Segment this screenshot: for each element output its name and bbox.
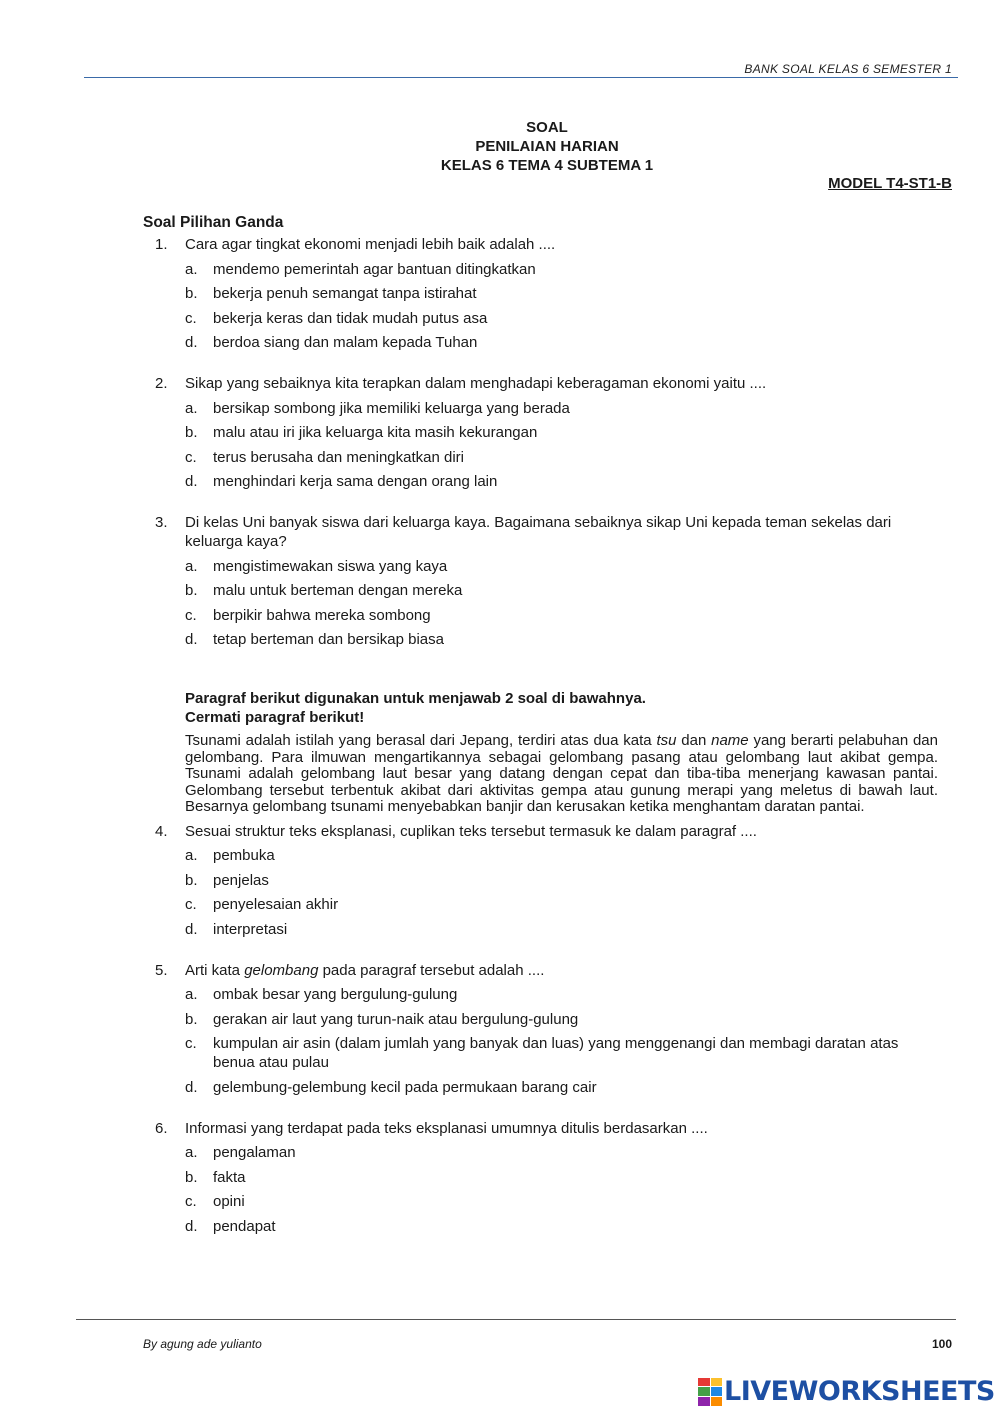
option-text: menghindari kerja sama dengan orang lain: [213, 473, 498, 490]
footer-divider: [76, 1319, 956, 1320]
section-title: Soal Pilihan Ganda: [143, 214, 284, 231]
question-text: Cara agar tingkat ekonomi menjadi lebih baik adalah ....: [185, 236, 556, 253]
option-text: penyelesaian akhir: [213, 896, 339, 913]
document-title: [0, 118, 1000, 175]
option-letter: b.: [185, 1168, 198, 1186]
passage-segment: yang berarti pelabuhan dan gelombang. Para ilmuwan mengartikannya sebagai gelombang pasang atau gelombang laut akibat gempa. Tsunami adalah gelombang laut besar yang datang dengan cepat dan tiba-tiba menerjang kawasan pantai. Gelombang tersebut terbentuk akibat dari aktivitas gempa atau gunung merapi yang meletus di bawah laut. Besarnya gelombang tsunami menyebabkan banjir dan kerusakan ketika menghantam daratan pantai.: [185, 732, 938, 815]
option-letter: a.: [185, 557, 198, 575]
question-list: [143, 213, 938, 1258]
option-letter: a.: [185, 986, 198, 1003]
question-segment: Arti kata: [185, 961, 245, 979]
option-letter: b.: [185, 424, 198, 441]
option-text: malu atau iri jika keluarga kita masih kekurangan: [213, 424, 538, 441]
reading-passage: [143, 689, 938, 816]
option-d[interactable]: [185, 630, 938, 649]
question-italic-word: gelombang: [244, 961, 319, 979]
passage-text: [185, 733, 938, 816]
option-text: mendemo pemerintah agar bantuan ditingkatkan: [213, 260, 536, 278]
option-a[interactable]: [185, 985, 938, 1004]
passage-segment: Tsunami adalah istilah yang berasal dari Jepang, terdiri atas dua kata: [185, 732, 657, 749]
question-number: 2.: [155, 375, 168, 392]
question-1: [143, 235, 938, 352]
question-3: [143, 513, 938, 649]
question-number: 1.: [155, 236, 168, 253]
option-b[interactable]: [185, 1010, 938, 1029]
option-letter: d.: [185, 473, 198, 490]
option-c[interactable]: [185, 309, 938, 328]
option-d[interactable]: [185, 920, 938, 939]
option-text: opini: [213, 1193, 245, 1210]
option-b[interactable]: [185, 1168, 938, 1187]
passage-instruction-1: Paragraf berikut digunakan untuk menjawab 2 soal di bawahnya.: [185, 690, 646, 707]
option-text: pembuka: [213, 847, 275, 864]
option-letter: b.: [185, 582, 198, 599]
liveworksheets-grid-icon: [698, 1378, 722, 1406]
header-divider: [84, 77, 958, 78]
option-letter: d.: [185, 1078, 198, 1096]
option-letter: d.: [185, 631, 198, 648]
option-text: berpikir bahwa mereka sombong: [213, 606, 431, 624]
footer-author: By agung ade yulianto: [143, 1337, 262, 1351]
option-text: berdoa siang dan malam kepada Tuhan: [213, 334, 478, 351]
option-d[interactable]: [185, 1217, 938, 1236]
running-header: BANK SOAL KELAS 6 SEMESTER 1: [744, 62, 952, 76]
option-text: bekerja penuh semangat tanpa istirahat: [213, 285, 477, 302]
option-a[interactable]: [185, 846, 938, 865]
option-text: malu untuk berteman dengan mereka: [213, 582, 463, 599]
title-line-3: KELAS 6 TEMA 4 SUBTEMA 1: [440, 157, 654, 174]
option-text: kumpulan air asin (dalam jumlah yang banyak dan luas) yang menggenangi dan membagi daratan atas benua atau pulau: [213, 1035, 899, 1071]
passage-italic-word: name: [711, 732, 749, 749]
option-b[interactable]: [185, 423, 938, 442]
option-b[interactable]: [185, 871, 938, 890]
page-number: 100: [931, 1337, 952, 1351]
question-text: [185, 961, 938, 980]
option-text: ombak besar yang bergulung-gulung: [213, 986, 458, 1003]
option-a[interactable]: [185, 557, 938, 576]
passage-italic-word: tsu: [656, 732, 677, 749]
option-letter: a.: [185, 260, 198, 278]
option-letter: d.: [185, 1217, 198, 1235]
option-letter: c.: [185, 448, 197, 466]
question-text: Sikap yang sebaiknya kita terapkan dalam menghadapi keberagaman ekonomi yaitu ....: [185, 375, 767, 392]
option-text: gerakan air laut yang turun-naik atau bergulung-gulung: [213, 1010, 579, 1028]
option-text: pengalaman: [213, 1144, 296, 1161]
option-a[interactable]: [185, 260, 938, 279]
option-c[interactable]: [185, 1192, 938, 1211]
option-text: interpretasi: [213, 920, 288, 938]
option-text: pendapat: [213, 1217, 276, 1235]
option-b[interactable]: [185, 581, 938, 600]
question-number: 5.: [155, 961, 168, 979]
option-letter: c.: [185, 309, 197, 327]
question-number: 6.: [155, 1119, 168, 1137]
question-2: [143, 374, 938, 491]
option-letter: a.: [185, 847, 198, 864]
question-segment: pada paragraf tersebut adalah ....: [318, 961, 545, 979]
question-6: [143, 1119, 938, 1236]
option-text: fakta: [213, 1168, 246, 1186]
passage-instruction-2: Cermati paragraf berikut!: [185, 709, 365, 726]
question-number: 4.: [155, 822, 168, 840]
passage-segment: dan: [676, 732, 712, 749]
option-c[interactable]: [185, 1034, 938, 1072]
option-d[interactable]: [185, 472, 938, 491]
option-letter: d.: [185, 334, 198, 351]
option-d[interactable]: [185, 333, 938, 352]
option-letter: d.: [185, 920, 198, 938]
option-letter: b.: [185, 285, 198, 302]
option-c[interactable]: [185, 606, 938, 625]
option-letter: c.: [185, 896, 197, 913]
option-letter: a.: [185, 399, 198, 417]
option-letter: c.: [185, 1035, 197, 1052]
option-letter: b.: [185, 871, 198, 889]
question-text: Sesuai struktur teks eksplanasi, cuplikan teks tersebut termasuk ke dalam paragraf ....: [185, 822, 757, 840]
option-c[interactable]: [185, 448, 938, 467]
option-text: bersikap sombong jika memiliki keluarga yang berada: [213, 399, 570, 417]
question-text: Di kelas Uni banyak siswa dari keluarga kaya. Bagaimana sebaiknya sikap Uni kepada teman sekelas dari keluarga kaya?: [185, 514, 892, 550]
option-a[interactable]: [185, 399, 938, 418]
option-text: mengistimewakan siswa yang kaya: [213, 557, 448, 575]
option-text: penjelas: [213, 871, 269, 889]
option-text: bekerja keras dan tidak mudah putus asa: [213, 309, 488, 327]
liveworksheets-wordmark: LIVEWORKSHEETS: [724, 1376, 995, 1407]
option-a[interactable]: [185, 1143, 938, 1162]
option-text: gelembung-gelembung kecil pada permukaan barang cair: [213, 1078, 597, 1096]
question-4: [143, 822, 938, 939]
question-text: Informasi yang terdapat pada teks eksplanasi umumnya ditulis berdasarkan ....: [185, 1119, 708, 1137]
option-letter: c.: [185, 1193, 197, 1210]
title-line-1: SOAL: [526, 119, 568, 136]
option-letter: c.: [185, 606, 197, 624]
liveworksheets-logo[interactable]: [698, 1376, 995, 1407]
question-number: 3.: [155, 514, 168, 531]
option-b[interactable]: [185, 284, 938, 303]
option-letter: a.: [185, 1144, 198, 1161]
option-d[interactable]: [185, 1078, 938, 1097]
option-text: terus berusaha dan meningkatkan diri: [213, 448, 464, 466]
option-c[interactable]: [185, 895, 938, 914]
option-letter: b.: [185, 1010, 198, 1028]
model-code: MODEL T4-ST1-B: [828, 175, 952, 192]
title-line-2: PENILAIAN HARIAN: [475, 138, 619, 155]
question-5: [143, 961, 938, 1097]
option-text: tetap berteman dan bersikap biasa: [213, 631, 444, 648]
